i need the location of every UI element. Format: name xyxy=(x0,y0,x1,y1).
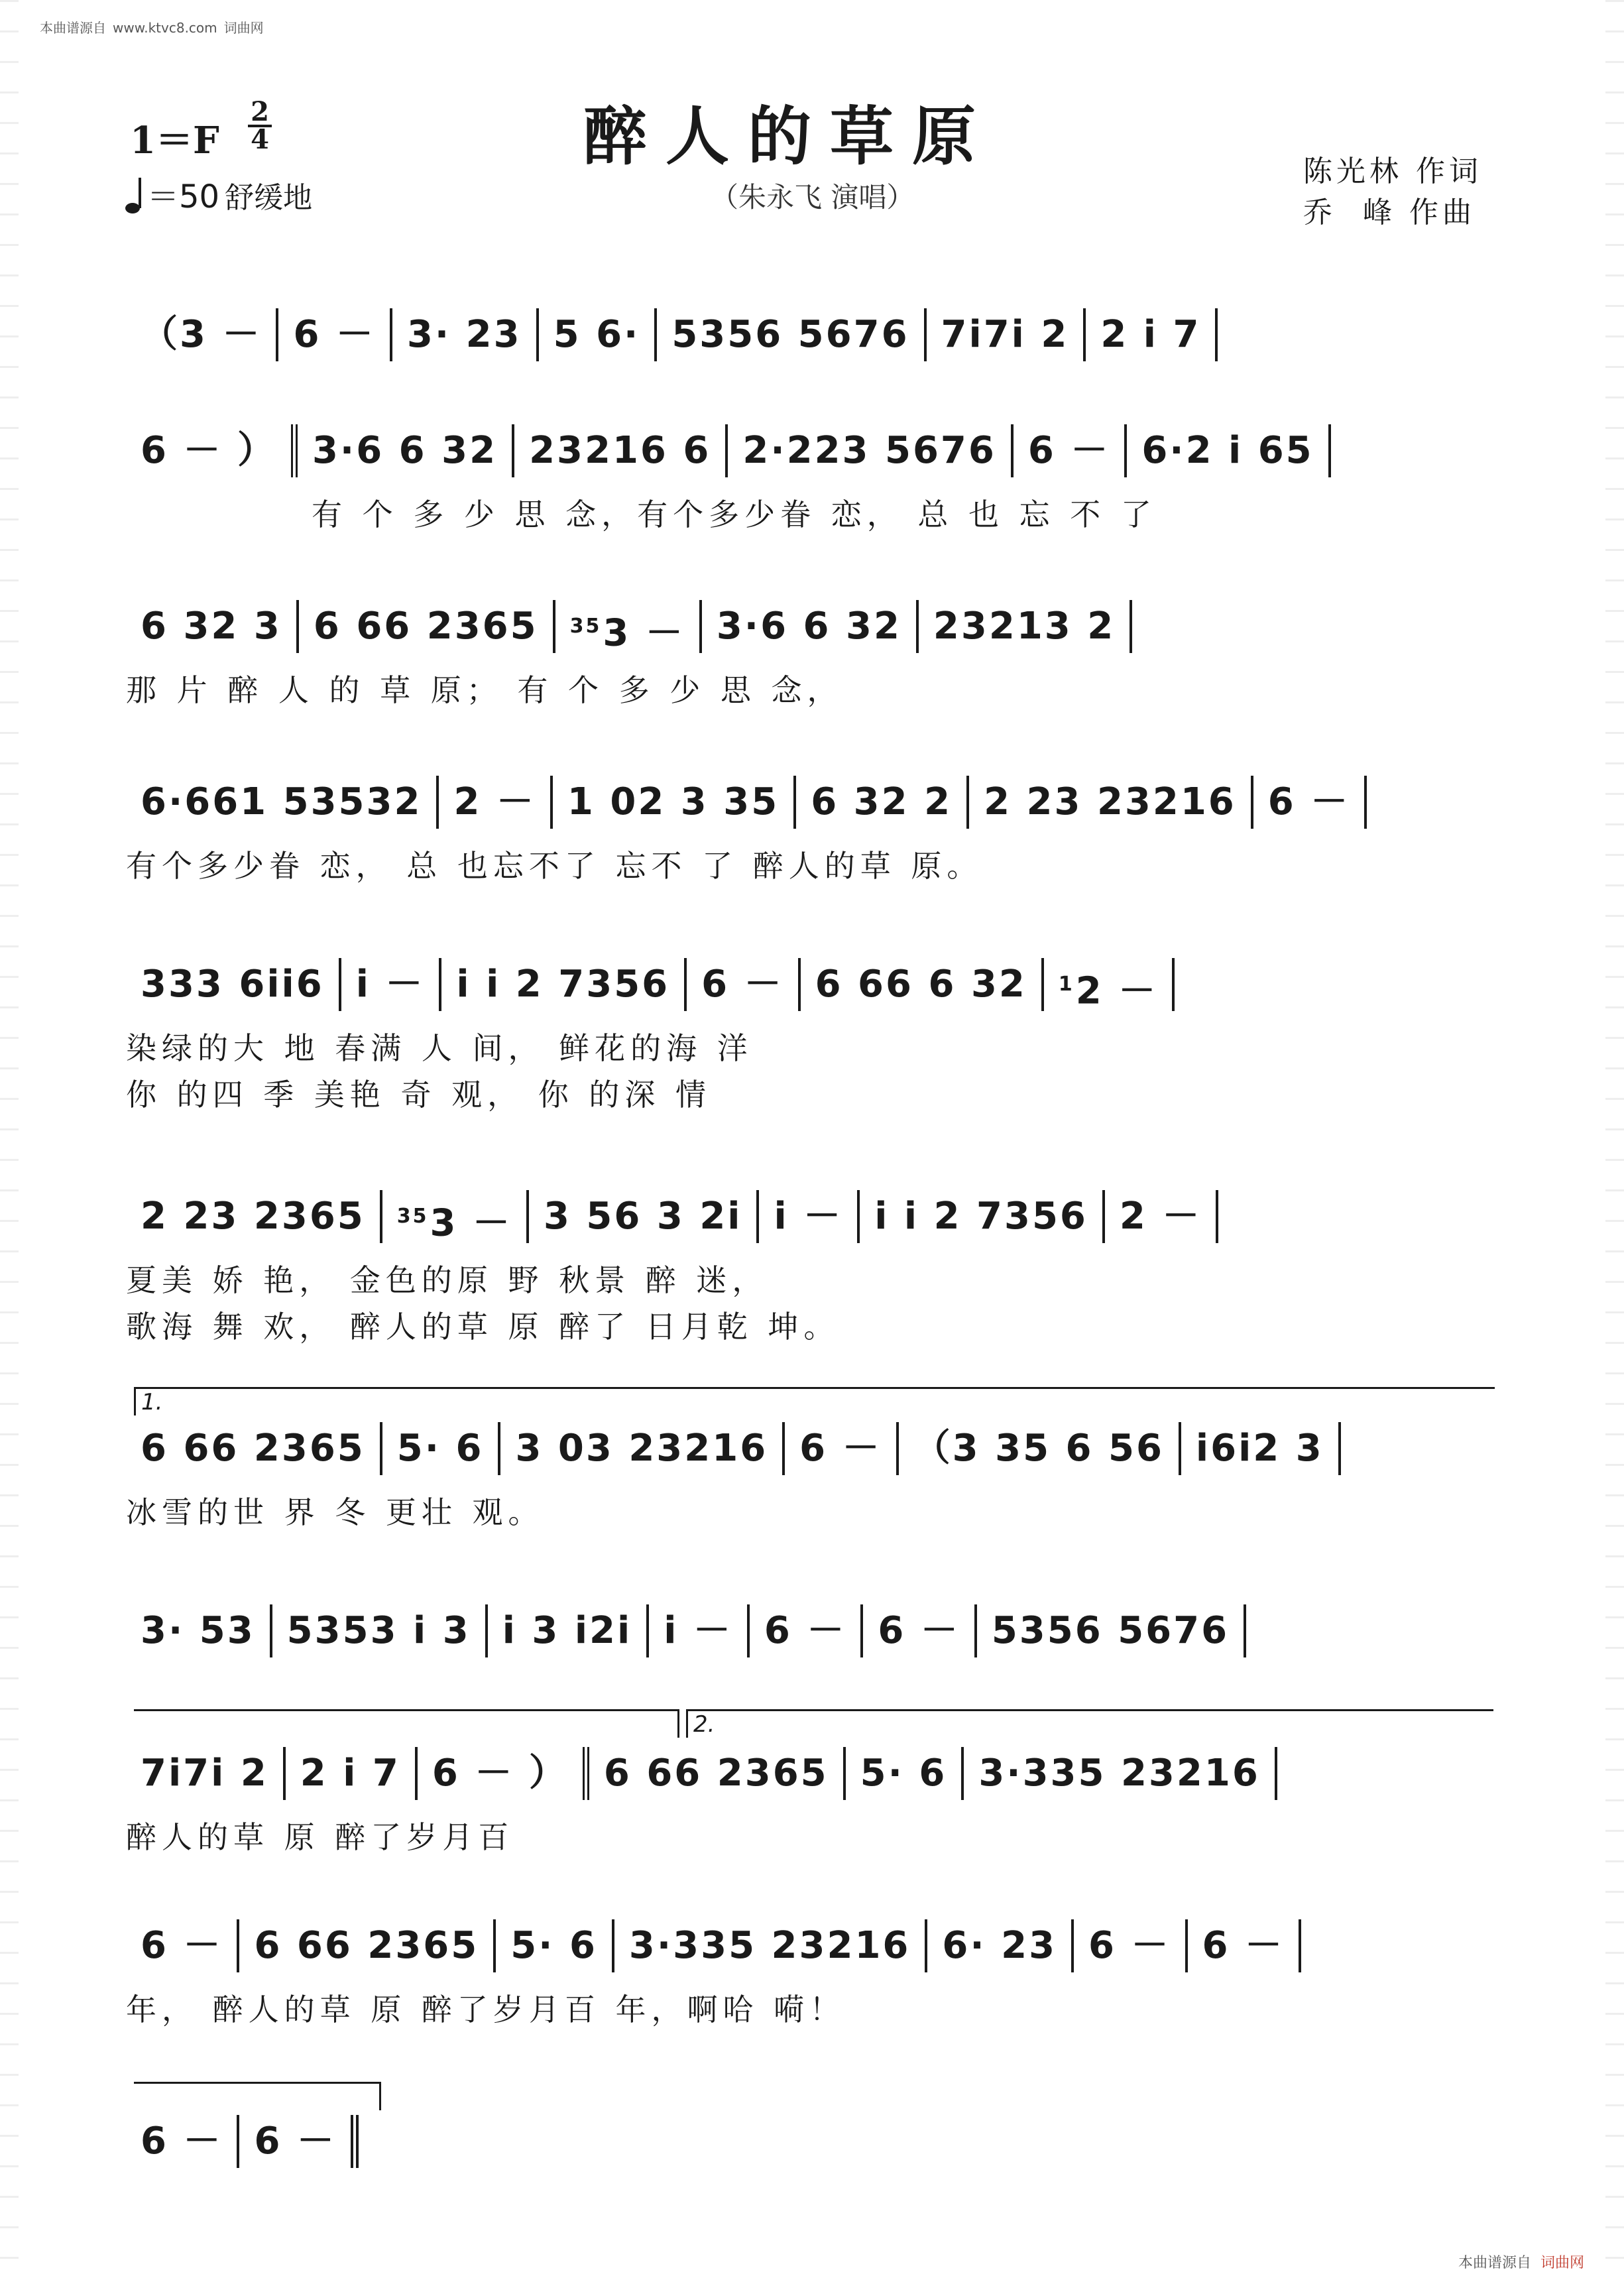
measure: 2·223 5676 xyxy=(728,424,1014,477)
measure: 6 － xyxy=(278,308,392,361)
performer: （朱永飞 演唱） xyxy=(711,181,915,213)
measure: i － xyxy=(649,1604,750,1657)
source-note: 本曲谱源自 www.ktvc8.com 词曲网 xyxy=(40,20,264,36)
measure: 3 03 23216 xyxy=(500,1422,785,1475)
measure: 1 02 3 35 xyxy=(553,776,796,829)
score-row-5 xyxy=(126,958,1505,1130)
measure: 6 － xyxy=(750,1604,863,1657)
lyric-line: 冰雪的世 界 冬 更壮 观。 xyxy=(126,1494,544,1530)
score-row-7 xyxy=(126,1422,1505,1541)
measure: 6·661 53532 xyxy=(126,776,439,829)
measure: 6 － ） xyxy=(418,1747,589,1800)
lyric-line: 年， 醉人的草 原 醉了岁月百 年，啊哈 嗬！ xyxy=(126,1992,846,2027)
measure: 7i7i 2 xyxy=(927,308,1086,361)
measure: 3 56 3 2i xyxy=(529,1190,760,1243)
measure: 5356 5676 xyxy=(657,308,926,361)
lyric-line: 染绿的大 地 春满 人 间， 鲜花的海 洋 xyxy=(126,1030,753,1066)
measure: 7i7i 2 xyxy=(126,1747,286,1800)
measure: 6 32 3 xyxy=(126,600,299,653)
measure: 3·6 6 32 xyxy=(298,424,514,477)
measure: 6· 23 xyxy=(927,1919,1074,1972)
measure: 6 － xyxy=(785,1422,898,1475)
grace-note: 1 xyxy=(1058,973,1074,996)
measure: 2 23 23216 xyxy=(969,776,1253,829)
lyric-line: 有 个 多 少 思 念，有个多少眷 恋， 总 也 忘 不 了 xyxy=(312,497,1157,532)
measure: 6 － ） xyxy=(126,424,298,477)
measure: 23213 2 xyxy=(919,600,1132,653)
composer: 乔 峰 作曲 xyxy=(1303,196,1476,229)
lyric-line: 有个多少眷 恋， 总 也忘不了 忘不 了 醉人的草 原。 xyxy=(126,848,983,884)
lyric-line: 夏美 娇 艳， 金色的原 野 秋景 醉 迷， xyxy=(126,1262,768,1298)
measure: 6 66 2365 xyxy=(126,1422,382,1475)
credits xyxy=(1303,151,1482,233)
measure: 5· 6 xyxy=(846,1747,964,1800)
score-row-2 xyxy=(126,424,1505,544)
measure: 6 － xyxy=(1014,424,1127,477)
measure: i － xyxy=(759,1190,860,1243)
measure: 6·2 i 65 xyxy=(1127,424,1330,477)
lyric-line: 你 的四 季 美艳 奇 观， 你 的深 情 xyxy=(126,1077,711,1112)
measure: 3·335 23216 xyxy=(614,1919,927,1972)
first-ending-bracket: 1. xyxy=(134,1387,1495,1415)
quarter-note-icon xyxy=(125,175,147,223)
tempo-marking: ＝50 舒缓地 xyxy=(125,171,312,223)
measure: 6 66 2365 xyxy=(299,600,555,653)
measure: 333 6ii6 xyxy=(126,958,341,1011)
second-ending-bracket: 2. xyxy=(686,1709,1493,1738)
measure: 2 i 7 xyxy=(286,1747,418,1800)
measure: 2 i 7 xyxy=(1086,308,1218,361)
measure: 5 6· xyxy=(539,308,658,361)
measure: 6 － xyxy=(1253,776,1367,829)
measure: 5356 5676 xyxy=(977,1604,1246,1657)
measure: 6 － xyxy=(126,2115,239,2168)
measure: 6 66 6 32 xyxy=(801,958,1044,1011)
measure: 2 － xyxy=(1105,1190,1218,1243)
score-row-9 xyxy=(126,1747,1505,1866)
score-row-4 xyxy=(126,776,1505,895)
measure: 5· 6 xyxy=(496,1919,614,1972)
measure: 6 － xyxy=(687,958,800,1011)
lyricist: 陈光林 作词 xyxy=(1303,154,1482,188)
measure: 3·335 23216 xyxy=(964,1747,1277,1800)
key-signature: 1＝F xyxy=(130,119,219,162)
measure: 3· 53 xyxy=(126,1604,272,1657)
measure: （3 － xyxy=(126,308,278,361)
measure: 6 － xyxy=(126,1919,239,1972)
grace-note: 35 xyxy=(569,615,602,638)
measure: 6 － xyxy=(1188,1919,1301,1972)
measure: $^{35}$3 － xyxy=(555,600,702,653)
measure: 2 － xyxy=(439,776,552,829)
measure: 6 66 2365 xyxy=(589,1747,846,1800)
measure: 6 － xyxy=(863,1604,976,1657)
measure: 6 32 2 xyxy=(796,776,969,829)
measure: 6 66 2365 xyxy=(239,1919,496,1972)
footer: 本曲谱源自 词曲网 xyxy=(1458,2255,1584,2271)
measure: 3·6 6 32 xyxy=(702,600,919,653)
time-signature: 2 4 xyxy=(247,99,273,152)
measure: 23216 6 xyxy=(514,424,728,477)
left-border-pattern xyxy=(0,0,19,2284)
lyric-line: 醉人的草 原 醉了岁月百 xyxy=(126,1819,514,1855)
lyric-line: 那 片 醉 人 的 草 原； 有 个 多 少 思 念， xyxy=(126,672,843,708)
measure: i6i2 3 xyxy=(1181,1422,1341,1475)
score-row-1 xyxy=(126,308,1505,388)
measure: 5· 6 xyxy=(382,1422,501,1475)
score-row-8 xyxy=(126,1604,1505,1671)
measure: 6 － xyxy=(239,2115,358,2168)
right-border-pattern xyxy=(1605,0,1624,2284)
measure: $^1$2 － xyxy=(1044,958,1175,1011)
measure: i 3 i2i xyxy=(488,1604,650,1657)
measure: $^{35}$3 － xyxy=(382,1190,529,1243)
measure: 2 23 2365 xyxy=(126,1190,382,1243)
lyric-line: 歌海 舞 欢， 醉人的草 原 醉了 日月乾 坤。 xyxy=(126,1309,840,1345)
song-title: 醉人的草原 xyxy=(583,99,994,174)
score-row-6 xyxy=(126,1190,1505,1362)
score-row-11 xyxy=(126,2115,1505,2181)
score-row-3 xyxy=(126,600,1505,719)
measure: 3· 23 xyxy=(392,308,539,361)
score-row-10 xyxy=(126,1919,1505,2039)
measure: i － xyxy=(341,958,442,1011)
measure: 6 － xyxy=(1074,1919,1187,1972)
grace-note: 35 xyxy=(396,1205,429,1228)
ending-bracket xyxy=(134,2082,381,2110)
first-ending-bracket-end xyxy=(134,1709,679,1738)
measure: （3 35 6 56 xyxy=(899,1422,1181,1475)
measure: 5353 i 3 xyxy=(272,1604,488,1657)
measure: i i 2 7356 xyxy=(441,958,687,1011)
measure: i i 2 7356 xyxy=(860,1190,1105,1243)
brand-logo: 词曲网 xyxy=(1540,2255,1584,2271)
